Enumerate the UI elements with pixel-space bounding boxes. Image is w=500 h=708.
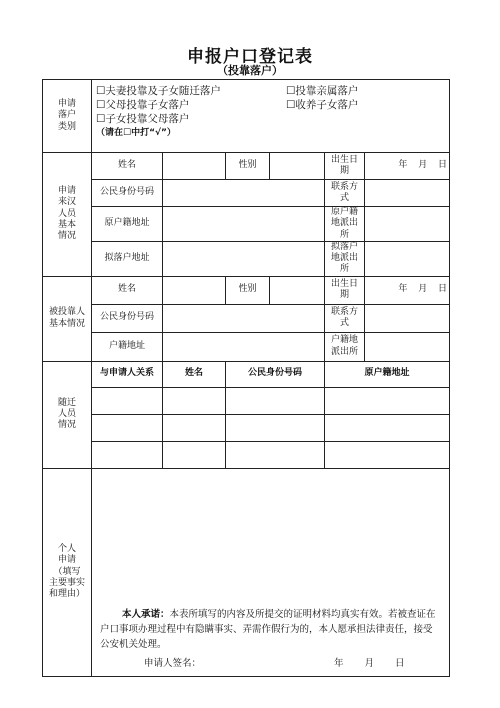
- host-police-label: 户籍地派出所: [325, 332, 365, 361]
- applicant-contact-field[interactable]: [365, 180, 450, 207]
- follower-address-field[interactable]: [325, 387, 450, 414]
- applicant-target-police-label: 拟落户地派出所: [325, 241, 365, 276]
- host-address-field[interactable]: [163, 332, 325, 361]
- applicant-name-field[interactable]: [163, 153, 226, 180]
- follower-name-field[interactable]: [163, 441, 226, 468]
- follower-address-field[interactable]: [325, 414, 450, 441]
- applicant-label: 申请 来汉 人员 基本 情况: [43, 153, 92, 277]
- applicant-origin-police-label: 原户籍地派出所: [325, 207, 365, 242]
- host-gender-label: 性别: [226, 276, 270, 304]
- form-title: 申报户口登记表: [187, 47, 313, 67]
- applicant-origin-police-field[interactable]: [365, 207, 450, 242]
- host-contact-field[interactable]: [365, 304, 450, 332]
- applicant-gender-label: 性别: [226, 153, 270, 180]
- follower-name-field[interactable]: [163, 414, 226, 441]
- host-gender-field[interactable]: [270, 276, 325, 304]
- applicant-origin-address-label: 原户籍地址: [92, 207, 163, 242]
- followers-header-address: 原户籍地址: [325, 361, 450, 387]
- form-subtitle: （投靠落户）: [217, 64, 283, 77]
- follower-id-field[interactable]: [226, 387, 325, 414]
- applicant-target-address-label: 拟落户地址: [92, 241, 163, 276]
- followers-header-id: 公民身份号码: [226, 361, 325, 387]
- category-option-spouse[interactable]: ☐夫妻投靠及子女随迁落户: [96, 85, 221, 97]
- checkbox-icon[interactable]: ☐: [96, 113, 106, 125]
- category-options: [92, 80, 450, 153]
- applicant-target-police-field[interactable]: [365, 241, 450, 276]
- follower-relation-field[interactable]: [92, 441, 163, 468]
- followers-label: 随迁 人员 情况: [43, 361, 92, 468]
- personal-application-area[interactable]: [92, 468, 450, 677]
- checkbox-icon[interactable]: ☐: [96, 85, 106, 97]
- checkbox-icon[interactable]: ☐: [286, 99, 296, 111]
- signature-date[interactable]: 年 月 日: [334, 658, 405, 670]
- applicant-name-label: 姓名: [92, 153, 163, 180]
- host-birth-label: 出生日期: [325, 276, 365, 304]
- host-birth-field[interactable]: 年 月 日: [365, 276, 450, 304]
- host-name-label: 姓名: [92, 276, 163, 304]
- registration-form-table: [42, 79, 450, 677]
- applicant-target-address-field[interactable]: [163, 241, 325, 276]
- applicant-birth-label: 出生日期: [325, 153, 365, 180]
- category-option-parents[interactable]: ☐父母投靠子女落户: [96, 99, 190, 111]
- host-police-field[interactable]: [365, 332, 450, 361]
- followers-header-relation: 与申请人关系: [92, 361, 163, 387]
- personal-label: [43, 468, 92, 677]
- host-address-label: 户籍地址: [92, 332, 163, 361]
- follower-name-field[interactable]: [163, 387, 226, 414]
- category-option-relatives[interactable]: ☐投靠亲属落户: [286, 85, 359, 97]
- host-label: 被投靠人 基本情况: [43, 276, 92, 361]
- followers-header-name: 姓名: [163, 361, 226, 387]
- signature-label[interactable]: 申请人签名：: [144, 658, 202, 670]
- applicant-gender-field[interactable]: [270, 153, 325, 180]
- applicant-id-label: 公民身份号码: [92, 180, 163, 207]
- checkbox-icon[interactable]: ☐: [96, 99, 106, 111]
- follower-id-field[interactable]: [226, 414, 325, 441]
- follower-relation-field[interactable]: [92, 387, 163, 414]
- applicant-contact-label: 联系方式: [325, 180, 365, 207]
- follower-id-field[interactable]: [226, 441, 325, 468]
- host-contact-label: 联系方式: [325, 304, 365, 332]
- host-name-field[interactable]: [163, 276, 226, 304]
- host-id-field[interactable]: [163, 304, 325, 332]
- personal-label-sub: （填写 主要事实 和理由）: [48, 566, 85, 600]
- personal-label-main: 个人 申请: [57, 544, 76, 566]
- follower-relation-field[interactable]: [92, 414, 163, 441]
- checkbox-icon[interactable]: ☐: [286, 85, 296, 97]
- signature-row: [100, 658, 441, 670]
- promise-statement: 本人承诺：本表所填写的内容及所提交的证明材料均真实有效。若被查证在户口事项办理过程中有隐瞒事实、弄需作假行为的，本人愿承担法律责任，接受公安机关处理。: [100, 609, 436, 651]
- category-note: （请在☐中打“√”）: [96, 128, 176, 138]
- category-option-children[interactable]: ☐子女投靠父母落户: [96, 113, 190, 125]
- applicant-origin-address-field[interactable]: [163, 207, 325, 242]
- follower-address-field[interactable]: [325, 441, 450, 468]
- category-label: 申请 落户 类别: [43, 80, 92, 153]
- category-option-adoption[interactable]: ☐收养子女落户: [286, 99, 359, 111]
- host-id-label: 公民身份号码: [92, 304, 163, 332]
- applicant-id-field[interactable]: [163, 180, 325, 207]
- applicant-birth-field[interactable]: 年 月 日: [365, 153, 450, 180]
